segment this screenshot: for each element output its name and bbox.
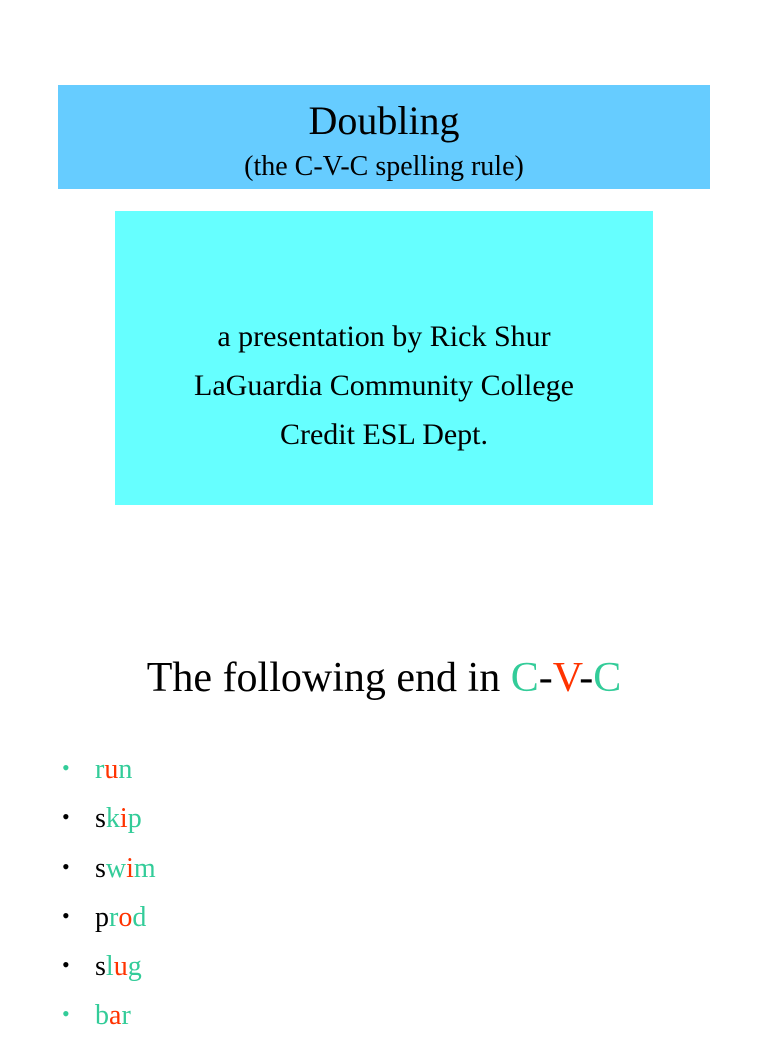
bullet-icon: •	[62, 804, 70, 830]
consonant-letter: l	[105, 951, 114, 983]
vowel-letter: a	[109, 1000, 122, 1032]
word-list	[62, 748, 662, 1044]
consonant-letter: k	[105, 803, 120, 835]
list-item	[62, 748, 662, 797]
vowel-letter: i	[119, 803, 128, 835]
title-box	[58, 85, 710, 189]
consonant-letter: m	[133, 852, 156, 884]
bullet-icon: •	[62, 902, 70, 928]
vowel-letter: o	[118, 901, 133, 933]
bullet-icon: •	[62, 853, 70, 879]
plain-letter: s	[95, 951, 106, 983]
slide-subtitle: (the C-V-C spelling rule)	[244, 151, 524, 182]
consonant-letter: r	[121, 1000, 131, 1032]
bullet-icon: •	[62, 755, 70, 780]
list-item	[62, 945, 662, 994]
vowel-letter: u	[104, 754, 119, 785]
consonant-letter: p	[127, 803, 142, 835]
plain-letter: s	[95, 852, 106, 884]
heading-dash: -	[538, 655, 553, 701]
heading-dash: -	[579, 655, 594, 701]
slide-title: Doubling	[308, 98, 460, 143]
credit-author: a presentation by Rick Shur	[217, 320, 551, 353]
credit-college: LaGuardia Community College	[194, 369, 574, 402]
consonant-letter: r	[95, 754, 105, 785]
credit-box	[115, 211, 653, 505]
list-item	[62, 896, 662, 945]
list-item	[62, 797, 662, 846]
vowel-letter: u	[113, 951, 128, 983]
list-item	[62, 847, 662, 896]
plain-letter: p	[95, 901, 109, 933]
list-item	[62, 994, 662, 1043]
consonant-letter: b	[95, 1000, 109, 1032]
consonant-letter: d	[132, 901, 147, 933]
heading-consonant: C	[593, 655, 622, 701]
credit-department: Credit ESL Dept.	[279, 418, 489, 451]
consonant-letter: g	[127, 951, 142, 983]
vowel-letter: i	[126, 852, 134, 884]
consonant-letter: w	[105, 852, 127, 884]
plain-letter: s	[95, 803, 106, 835]
heading-consonant: C	[510, 655, 539, 701]
heading-text: The following end in	[146, 655, 511, 701]
bullet-icon: •	[62, 1001, 70, 1027]
heading-vowel: V	[552, 655, 580, 701]
consonant-letter: n	[118, 754, 133, 785]
consonant-letter: r	[109, 901, 119, 933]
bullet-icon: •	[62, 952, 70, 978]
section-heading	[0, 652, 768, 704]
